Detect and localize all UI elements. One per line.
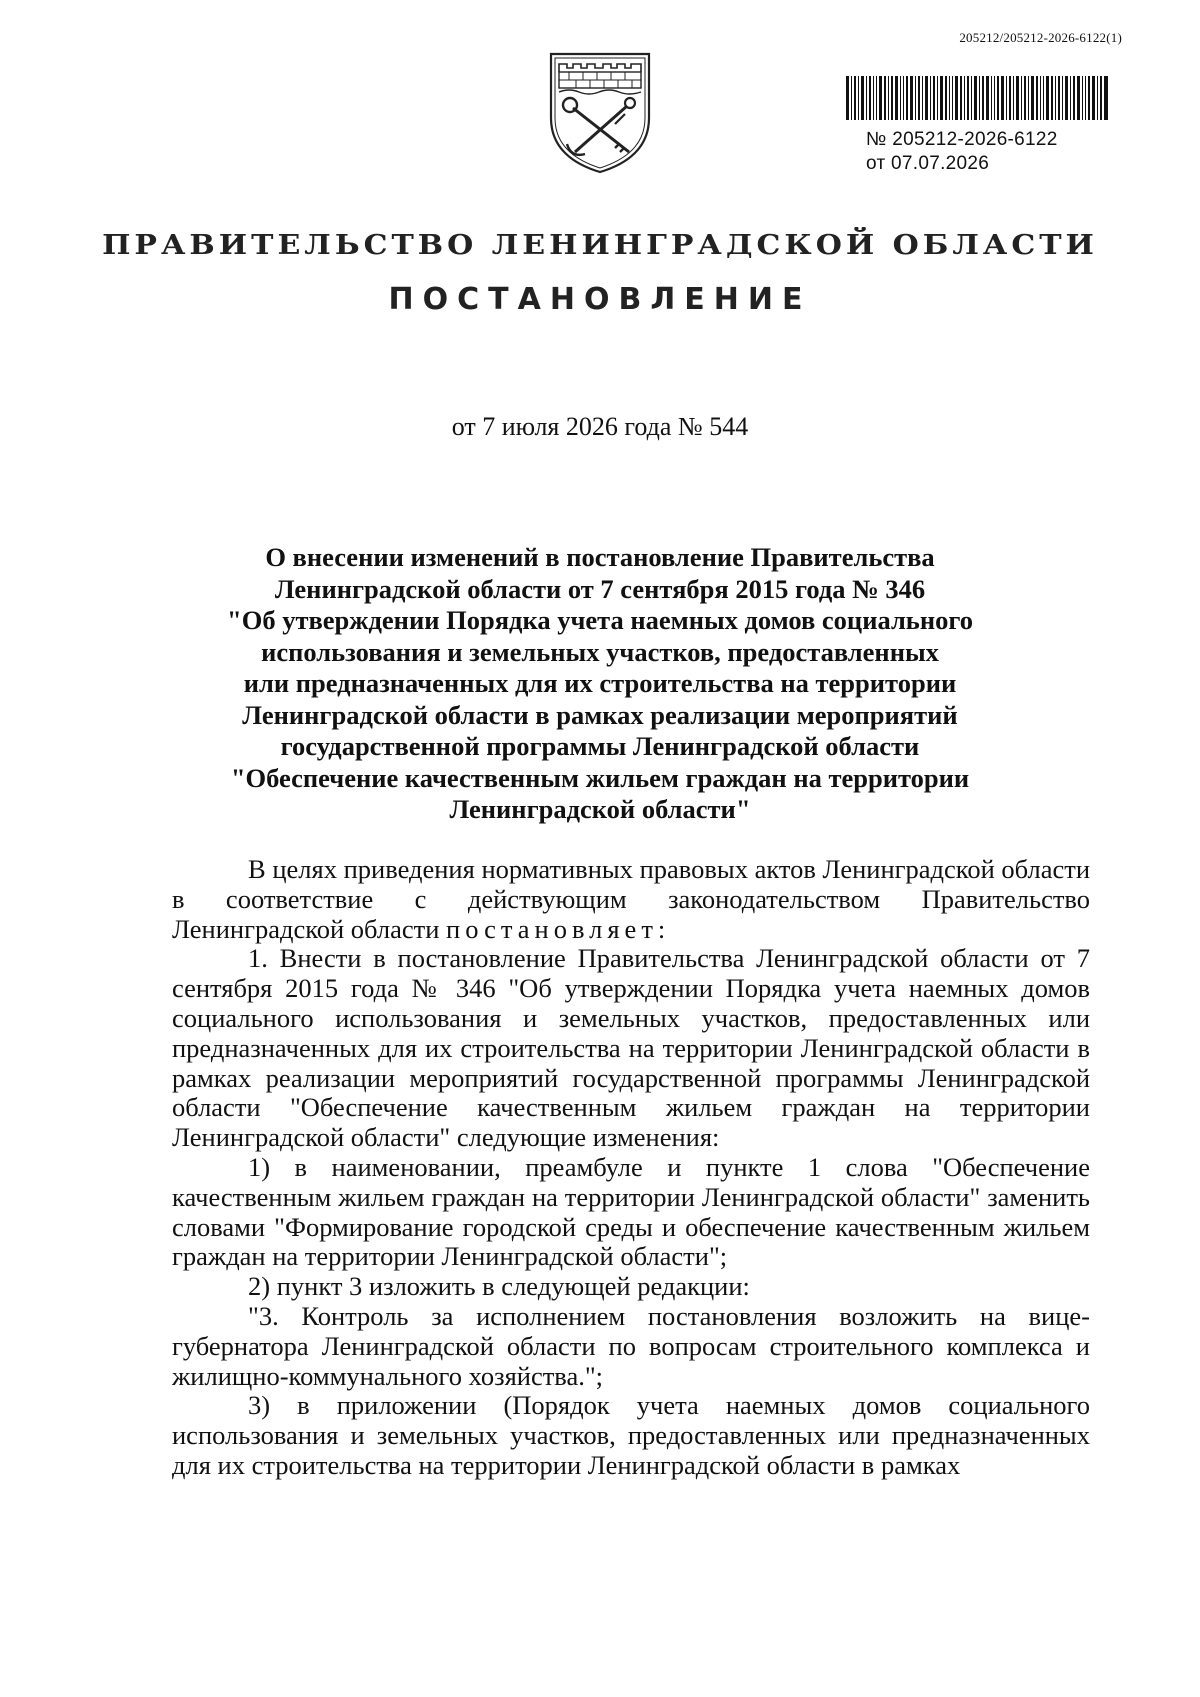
- preamble-colon: :: [657, 913, 666, 944]
- subject-line: государственной программы Ленинградской области: [280, 731, 920, 761]
- preamble-paragraph: [172, 855, 1090, 944]
- registration-number: № 205212-2026-6122: [866, 129, 1058, 150]
- document-code: 205212/205212-2026-6122(1): [959, 30, 1122, 45]
- body-paragraph: 3) в приложении (Порядок учета наемных домов социального использования и земельных участков, предоставленных или предназначенных для их строительства на территории Ленинградской области в рамках: [172, 1390, 1090, 1480]
- preamble-text: В целях приведения нормативных правовых актов Ленинградской области в соответствие с действующим законодательством Правительство Ленинградской области: [172, 854, 1090, 944]
- document-type: ПОСТАНОВЛЕНИЕ: [388, 282, 812, 317]
- preamble-decree-word: постановляет: [446, 913, 658, 944]
- resolution-body: [172, 855, 1090, 1481]
- subject-line: Ленинградской области": [449, 794, 751, 824]
- subject-line: Ленинградской области в рамках реализации мероприятий: [242, 699, 958, 730]
- resolution-subject: [150, 542, 1050, 826]
- resolution-date-number: от 7 июля 2026 года № 544: [451, 412, 749, 441]
- body-paragraph: 2) пункт 3 изложить в следующей редакции:: [248, 1271, 750, 1302]
- body-paragraph: 1) в наименовании, преамбуле и пункте 1 слова "Обеспечение качественным жильем граждан на территории Ленинградской области" заменить словами "Формирование городской среды и обеспечение качественным жильем граждан на территории Ленинградской области";: [172, 1151, 1090, 1272]
- body-paragraph: 1. Внести в постановление Правительства Ленинградской области от 7 сентября 2015 года № 346 "Об утверждении Порядка учета наемных домов социального использования и земельных участков, предоставленных или предназначенных для их строительства на территории Ленинградской области в рамках реализации мероприятий государственной программы Ленинградской области "Обеспечение качественным жильем граждан на территории Ленинградской области" следующие изменения:: [172, 943, 1090, 1153]
- body-paragraph: "3. Контроль за исполнением постановления возложить на вице-губернатора Ленинградской области по вопросам строительного комплекса и жилищно-коммунального хозяйства.";: [172, 1300, 1090, 1391]
- coat-of-arms-icon: [545, 48, 655, 176]
- subject-line: использования и земельных участков, предоставленных: [261, 636, 939, 667]
- registration-date: от 07.07.2026: [866, 153, 990, 174]
- government-title: ПРАВИТЕЛЬСТВО ЛЕНИНГРАДСКОЙ ОБЛАСТИ: [102, 229, 1098, 262]
- subject-line: "Об утверждении Порядка учета наемных домов социального: [227, 605, 973, 635]
- subject-line: или предназначенных для их строительства на территории: [243, 668, 957, 698]
- registration-block: [846, 76, 1108, 176]
- subject-line: О внесении изменений в постановление Правительства: [265, 542, 935, 572]
- subject-line: "Обеспечение качественным жильем граждан на территории: [230, 762, 970, 793]
- subject-line: Ленинградской области от 7 сентября 2015 года № 346: [274, 573, 926, 604]
- barcode-icon: [846, 76, 1108, 120]
